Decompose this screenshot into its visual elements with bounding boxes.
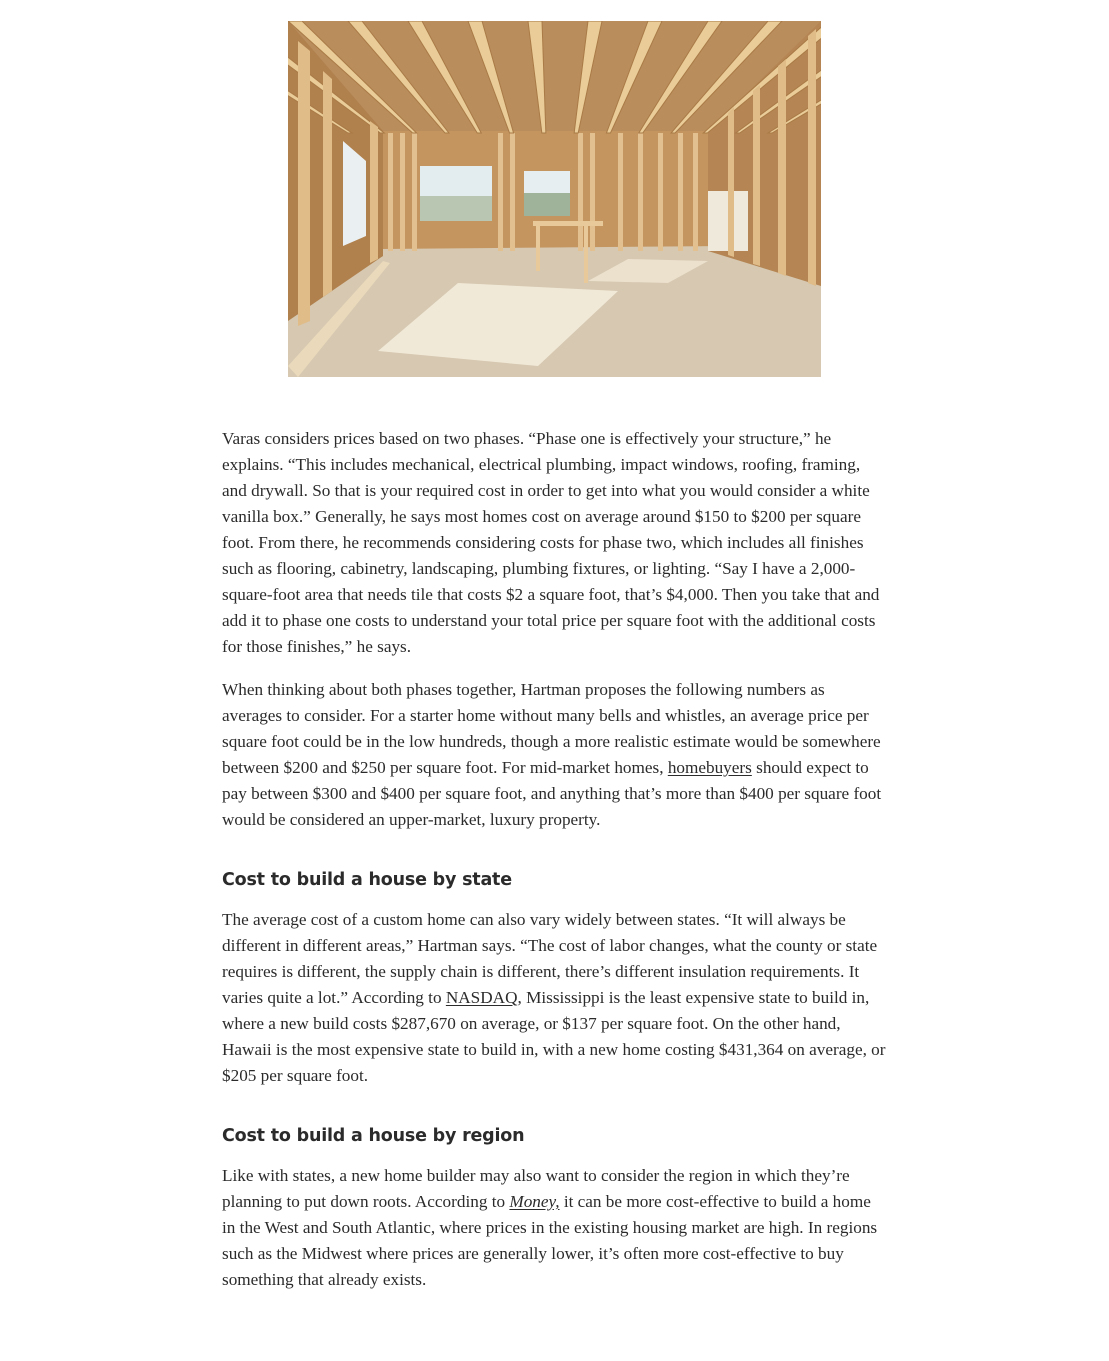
paragraph-text: The average cost of a custom home can also vary widely between states. “It will always be different in different areas,” Hartman says. “The cost of labor changes, what the county or state requires is different, the supply chain is different, there’s different insulation requirements. It varies quite a lot.” According to <box>222 910 878 1007</box>
nasdaq-link[interactable]: NASDAQ <box>445 988 518 1007</box>
wall-stud <box>498 133 503 251</box>
money-link[interactable]: Money, <box>509 1192 560 1211</box>
window-hills <box>420 196 492 221</box>
left-stud <box>370 121 378 263</box>
railing-post <box>536 221 540 271</box>
article-body <box>222 426 887 1310</box>
wall-stud <box>388 133 393 251</box>
paragraph-phases: Varas considers prices based on two phases. “Phase one is effectively your structure,” he explains. “This includes mechanical, electrical plumbing, impact windows, roofing, framing, and drywall. So that is your required cost in order to get into what you would consider a white vanilla box.” Generally, he says most homes cost on average around $150 to $200 per square foot. From there, he recommends considering costs for phase two, which includes all finishes such as flooring, cabinetry, landscaping, plumbing fixtures, or lighting. “Say I have a 2,000-square-foot area that needs tile that costs $2 a square foot, that’s $4,000. Then you take that and add it to phase one costs to understand your total price per square foot with the additional costs for those finishes,” he says. <box>222 429 880 656</box>
right-stud <box>778 59 786 276</box>
heading-cost-by-region: Cost to build a house by region <box>222 1126 525 1146</box>
paragraph-text: it can be more cost-effective to build a home in the West and South Atlantic, where prices in the existing housing market are high. In regions such as the Midwest where prices are generally lower, it’s often more cost-effective to buy something that already exists. <box>222 1192 878 1289</box>
paragraph-text: Like with states, a new home builder may also want to consider the region in which they’re planning to put down roots. According to <box>222 1166 850 1211</box>
right-stud <box>808 29 816 286</box>
construction-interior-illustration <box>288 21 821 377</box>
wall-stud <box>678 133 683 251</box>
right-stud <box>753 85 760 266</box>
wall-stud <box>510 133 515 251</box>
wall-stud <box>590 133 595 251</box>
left-stud <box>298 41 310 326</box>
wall-stud <box>400 133 405 251</box>
wall-stud <box>693 133 698 251</box>
paragraph-price-tiers <box>222 677 887 833</box>
paragraph-by-state <box>222 907 887 1089</box>
wall-stud <box>578 133 583 251</box>
homebuyers-link[interactable]: homebuyers <box>667 758 752 777</box>
wall-stud <box>658 133 663 251</box>
wall-stud <box>618 133 623 251</box>
hero-image <box>288 21 821 377</box>
heading-cost-by-state: Cost to build a house by state <box>222 870 512 890</box>
railing-post <box>584 221 588 283</box>
paragraph-text: When thinking about both phases together, Hartman proposes the following numbers as averages to consider. For a starter home without many bells and whistles, an average price per square foot could be in the low hundreds, though a more realistic estimate would be somewhere between $200 and $250 per square foot. For mid-market homes, <box>222 680 881 777</box>
paragraph-by-region <box>222 1163 887 1293</box>
window-trees <box>524 193 570 216</box>
wall-stud <box>412 133 417 251</box>
wall-stud <box>638 133 643 251</box>
paragraph-text: , Mississippi is the least expensive state to build in, where a new build costs $287,670 on average, or $137 per square foot. On the other hand, Hawaii is the most expensive state to build in, with a new home costing $431,364 on average, or $205 per square foot. <box>222 988 886 1085</box>
paragraph-text: should expect to pay between $300 and $400 per square foot, and anything that’s more than $400 per square foot would be considered an upper-market, luxury property. <box>222 758 882 829</box>
right-stud <box>728 107 734 257</box>
left-stud <box>323 71 332 297</box>
railing-top <box>533 221 603 226</box>
